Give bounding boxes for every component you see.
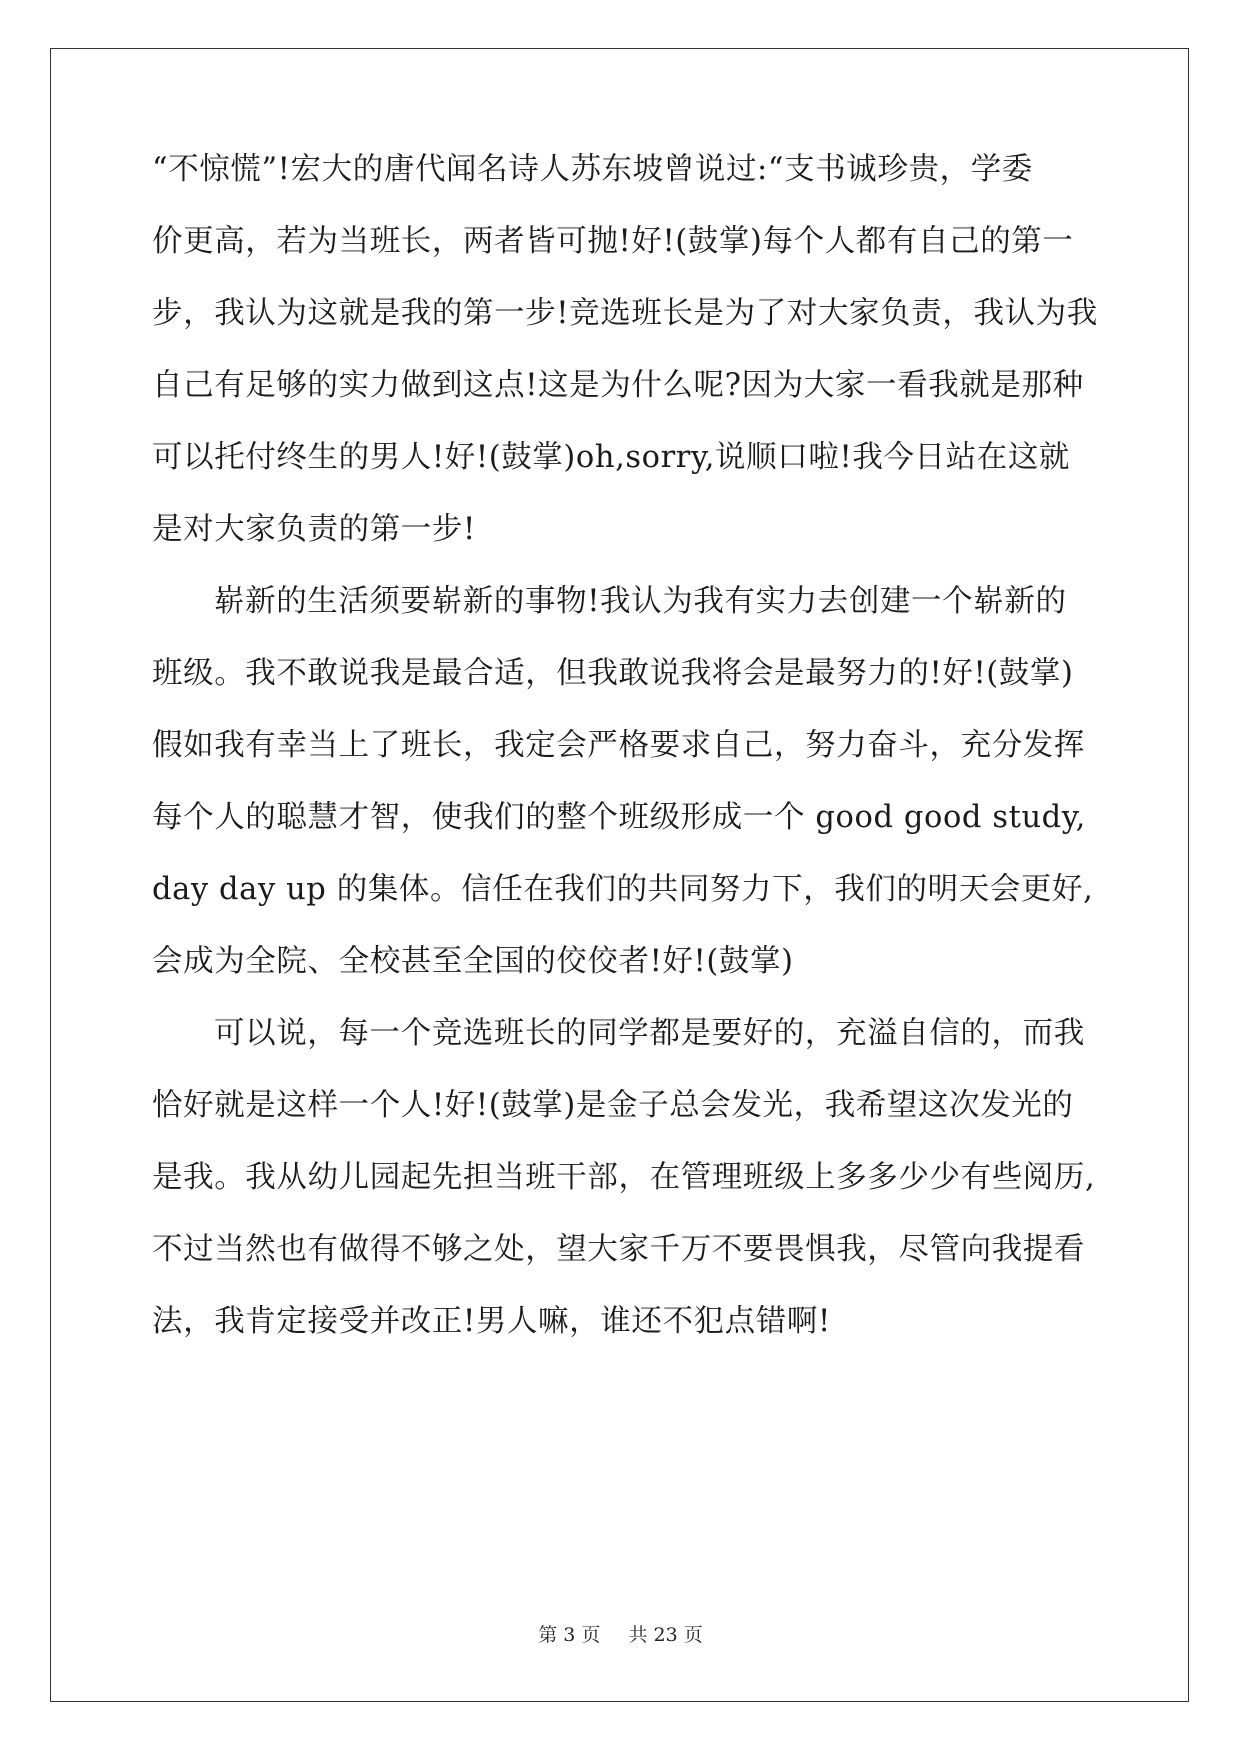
text-line: 可以托付终生的男人!好!(鼓掌)oh,sorry,说顺口啦!我今日站在这就 xyxy=(152,440,1071,475)
text-line: 每个人的聪慧才智，使我们的整个班级形成一个 good good study, xyxy=(152,800,1086,835)
text-line: 法，我肯定接受并改正!男人嘛，谁还不犯点错啊! xyxy=(152,1304,831,1339)
text-line: day day up 的集体。信任在我们的共同努力下，我们的明天会更好, xyxy=(152,872,1094,907)
page-number: 第 3 页 xyxy=(538,1624,601,1646)
text-line: 不过当然也有做得不够之处，望大家千万不要畏惧我，尽管向我提看 xyxy=(152,1232,1085,1267)
text-line: 崭新的生活须要崭新的事物!我认为我有实力去创建一个崭新的 xyxy=(214,584,1067,619)
page-total: 共 23 页 xyxy=(628,1624,703,1646)
text-line: 可以说，每一个竞选班长的同学都是要好的，充溢自信的，而我 xyxy=(214,1016,1085,1051)
text-line: 班级。我不敢说我是最合适，但我敢说我将会是最努力的!好!(鼓掌) xyxy=(152,656,1074,691)
text-line: 是我。我从幼儿园起先担当班干部，在管理班级上多多少少有些阅历, xyxy=(152,1160,1096,1195)
text-line: 自己有足够的实力做到这点!这是为什么呢?因为大家一看我就是那种 xyxy=(152,368,1084,403)
text-line: 假如我有幸当上了班长，我定会严格要求自己，努力奋斗，充分发挥 xyxy=(152,728,1085,763)
text-line: 是对大家负责的第一步! xyxy=(152,512,476,547)
text-line: 会成为全院、全校甚至全国的佼佼者!好!(鼓掌) xyxy=(152,944,794,979)
text-line: “不惊慌”!宏大的唐代闻名诗人苏东坡曾说过:“支书诚珍贵，学委 xyxy=(152,152,1033,187)
text-line: 步，我认为这就是我的第一步!竞选班长是为了对大家负责，我认为我 xyxy=(152,296,1098,331)
text-line: 价更高，若为当班长，两者皆可抛!好!(鼓掌)每个人都有自己的第一 xyxy=(152,224,1074,259)
page-footer xyxy=(0,1623,1241,1647)
text-line: 恰好就是这样一个人!好!(鼓掌)是金子总会发光，我希望这次发光的 xyxy=(152,1088,1074,1123)
